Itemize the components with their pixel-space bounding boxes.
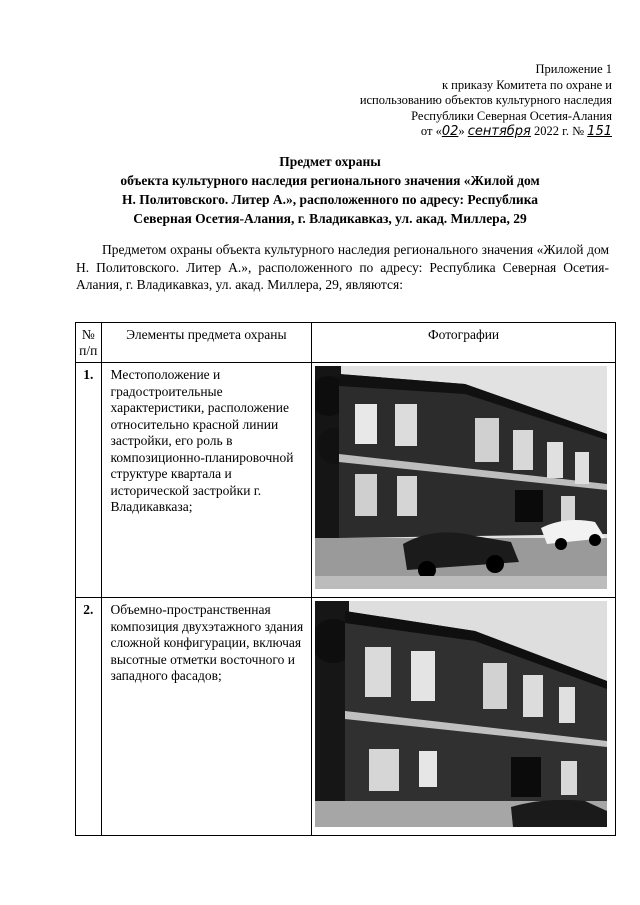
table-row [76, 598, 616, 836]
republic-name-line: Республики Северная Осетия-Алания [411, 108, 612, 123]
table-row [76, 363, 616, 598]
header-number [76, 323, 102, 363]
year-text: 2022 г. № [534, 124, 585, 138]
document-title [60, 152, 600, 228]
header-photos: Фотографии [312, 323, 616, 363]
order-date-line [312, 124, 612, 140]
element-description: Местоположение и градостроительные характеристики, расположение относительно красной линии застройки, его роль в композиционно-планировочной структуре квартала и исторической застройки г. Владикавказа; [110, 367, 294, 514]
building-photo-2 [315, 601, 607, 827]
table-header-row [76, 323, 616, 363]
handwritten-day: 02 [441, 124, 459, 139]
header-number-abbr: п/п [79, 343, 98, 358]
committee-name-line: использованию объектов культурного наследия [359, 93, 612, 107]
appendix-header [312, 62, 612, 140]
title-line-3: Н. Политовского. Литер А.», расположенного по адресу: Республика [121, 192, 539, 207]
title-line-4: Северная Осетия-Алания, г. Владикавказ, ул. акад. Миллера, 29 [133, 211, 527, 226]
appendix-label: Приложение 1 [535, 62, 612, 76]
title-line-1: Предмет охраны [279, 154, 381, 169]
header-number-sign: № [81, 327, 95, 342]
intro-text: Предметом охраны объекта культурного наследия регионального значения «Жилой дом Н. Политовского. Литер А.», расположенного по адресу: Республика Северная Осетия-Алания, г. Владикавказ, ул. акад. Миллера, 29, являются: [76, 242, 609, 292]
order-reference-line: к приказу Комитета по охране и [441, 77, 612, 92]
row-number: 2. [83, 602, 94, 617]
element-description: Объемно-пространственная композиция двухэтажного здания сложной конфигурации, включая высотные отметки восточного и западного фасадов; [110, 602, 304, 683]
handwritten-month: сентября [467, 124, 531, 139]
row-number: 1. [83, 367, 94, 382]
date-prefix: от « [420, 124, 442, 138]
title-line-2: объекта культурного наследия регионального значения «Жилой дом [120, 173, 540, 188]
intro-paragraph [76, 241, 609, 294]
building-photo-1 [315, 366, 607, 589]
protection-elements-table [75, 322, 616, 836]
date-mid: » [458, 124, 465, 138]
handwritten-order-number: 151 [587, 124, 612, 139]
header-elements: Элементы предмета охраны [101, 323, 312, 363]
